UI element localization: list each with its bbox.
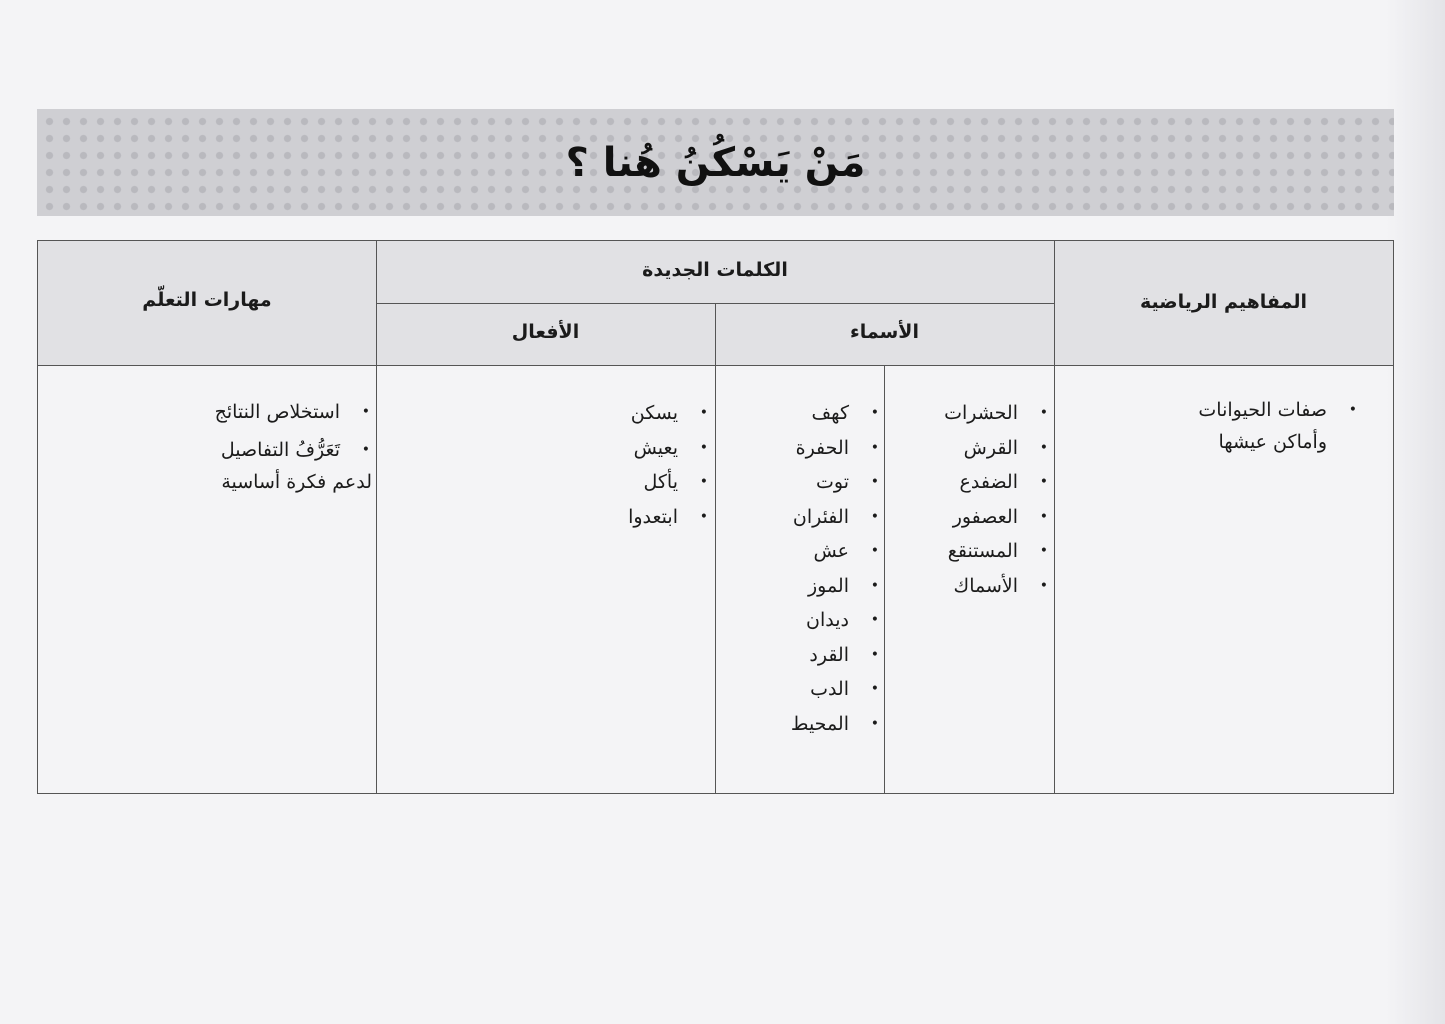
list-item: • المستنقع	[944, 534, 1050, 569]
header-math-concepts: المفاهيم الرياضية	[1139, 291, 1307, 313]
list-item: • القرش	[944, 431, 1050, 466]
title-banner	[37, 109, 1394, 216]
list-item: • توت	[791, 465, 881, 500]
header-learning-skills: مهارات التعلّم	[142, 289, 272, 311]
divider-nouns-math	[1054, 241, 1055, 793]
list-item	[1198, 394, 1359, 458]
list-item: • القرد	[791, 638, 881, 673]
page-edge-shadow	[1385, 0, 1445, 1024]
list-item: • ديدان	[791, 603, 881, 638]
list-item: • الدب	[791, 672, 881, 707]
divider-header-body	[38, 365, 1393, 366]
list-item: • عش	[791, 534, 881, 569]
math-concepts-list	[1198, 394, 1359, 464]
list-item: • يعيش	[628, 431, 710, 466]
page-title: مَنْ يَسْكُنُ هُنا ؟	[565, 139, 866, 186]
list-item: • العصفور	[944, 500, 1050, 535]
list-item	[215, 434, 372, 498]
verbs-list	[628, 396, 710, 534]
list-item: • الأسماك	[944, 569, 1050, 604]
list-item: • ابتعدوا	[628, 500, 710, 535]
list-item: • الحشرات	[944, 396, 1050, 431]
divider-verbs-nouns	[715, 303, 716, 793]
header-verbs: الأفعال	[511, 321, 580, 343]
list-item: • يسكن	[628, 396, 710, 431]
list-item-line: • تَعَرُّفُ التفاصيل	[220, 439, 340, 461]
list-item: • المحيط	[791, 707, 881, 742]
list-item-line: • استخلاص النتائج	[214, 401, 340, 423]
nouns-list-1	[944, 396, 1050, 603]
divider-nouns-split	[884, 365, 885, 793]
list-item-line: لدعم فكرة أساسية	[221, 471, 372, 493]
list-item: • الفئران	[791, 500, 881, 535]
list-item	[215, 396, 372, 428]
lesson-table	[37, 240, 1394, 794]
list-item: • الحفرة	[791, 431, 881, 466]
list-item-line: وأماكن عيشها	[1218, 431, 1327, 453]
list-item: • كهف	[791, 396, 881, 431]
list-item: • الموز	[791, 569, 881, 604]
nouns-list-2	[791, 396, 881, 741]
header-new-words: الكلمات الجديدة	[642, 259, 788, 281]
header-nouns: الأسماء	[850, 321, 919, 343]
list-item: • الضفدع	[944, 465, 1050, 500]
divider-newwords-sub	[376, 303, 1054, 304]
list-item-line: • صفات الحيوانات	[1198, 399, 1327, 421]
list-item: • يأكل	[628, 465, 710, 500]
learning-skills-list	[215, 396, 372, 504]
